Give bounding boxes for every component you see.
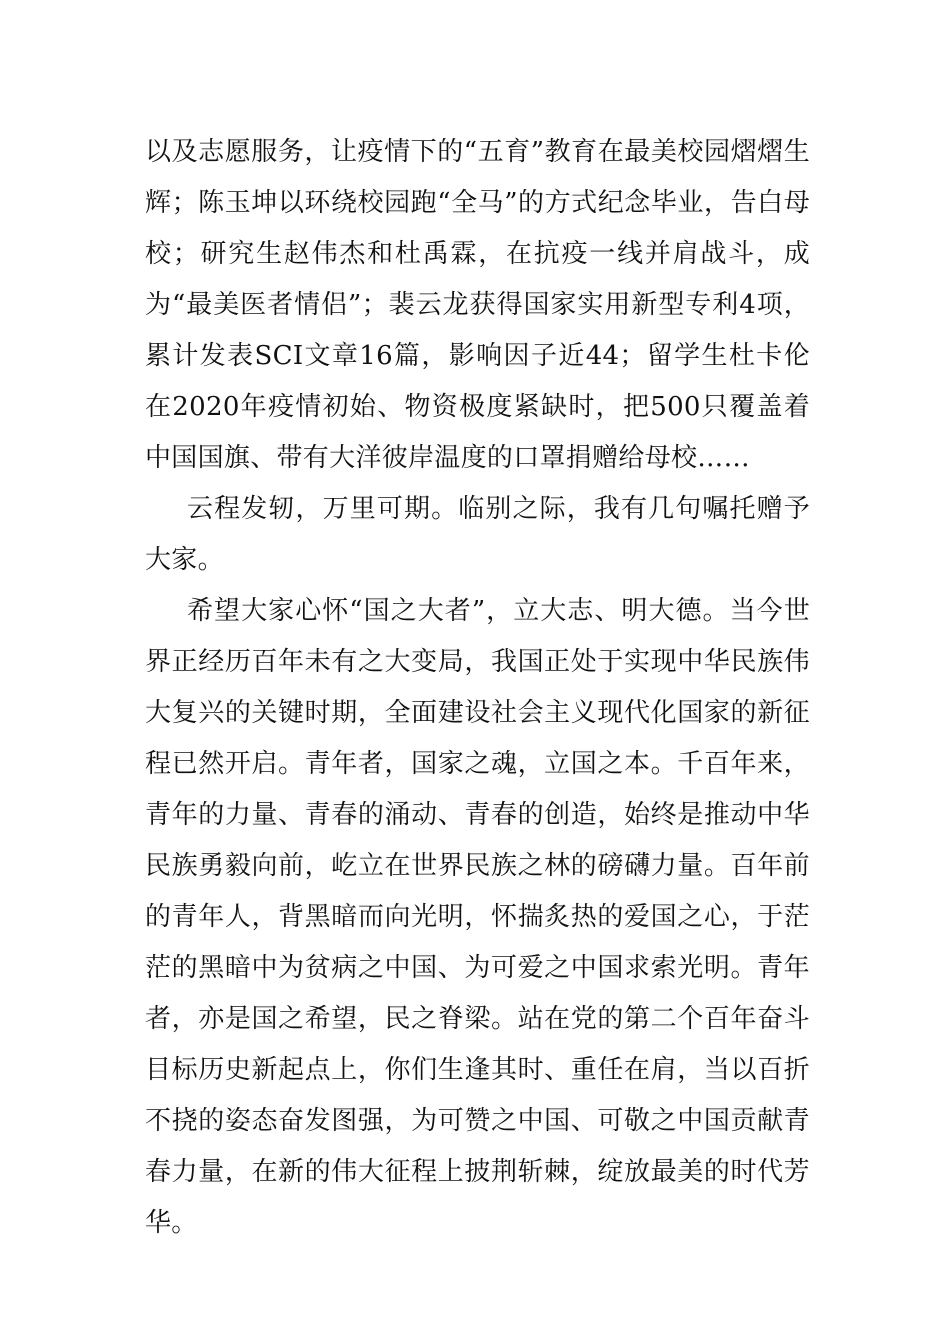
- paragraph-continuation: 以及志愿服务，让疫情下的“五育”教育在最美校园熠熠生辉；陈玉坤以环绕校园跑“全马”的方式纪念毕业，告白母校；研究生赵伟杰和杜禹霖，在抗疫一线并肩战斗，成为“最美医者情侣”；裴云龙获得国家实用新型专利4项，累计发表SCI文章16篇，影响因子近44；留学生杜卡伦在2020年疫情初始、物资极度紧缺时，把500只覆盖着中国国旗、带有大洋彼岸温度的口罩捐赠给母校……: [145, 137, 810, 473]
- paragraph-patriotism: 希望大家心怀“国之大者”，立大志、明大德。当今世界正经历百年未有之大变局，我国正处于实现中华民族伟大复兴的关键时期，全面建设社会主义现代化国家的新征程已然开启。青年者，国家之魂，立国之本。千百年来，青年的力量、青春的涌动、青春的创造，始终是推动中华民族勇毅向前，屹立在世界民族之林的磅礴力量。百年前的青年人，背黑暗而向光明，怀揣炙热的爱国之心，于茫茫的黑暗中为贫病之中国、为可爱之中国求索光明。青年者，亦是国之希望，民之脊梁。站在党的第二个百年奋斗目标历史新起点上，你们生逢其时、重任在肩，当以百折不挠的姿态奋发图强，为可赞之中国、可敬之中国贡献青春力量，在新的伟大征程上披荆斩棘，绽放最美的时代芳华。: [145, 596, 810, 1238]
- body-text: [145, 127, 810, 1249]
- paragraph-farewell: 云程发轫，万里可期。临别之际，我有几句嘱托赠予大家。: [145, 494, 810, 575]
